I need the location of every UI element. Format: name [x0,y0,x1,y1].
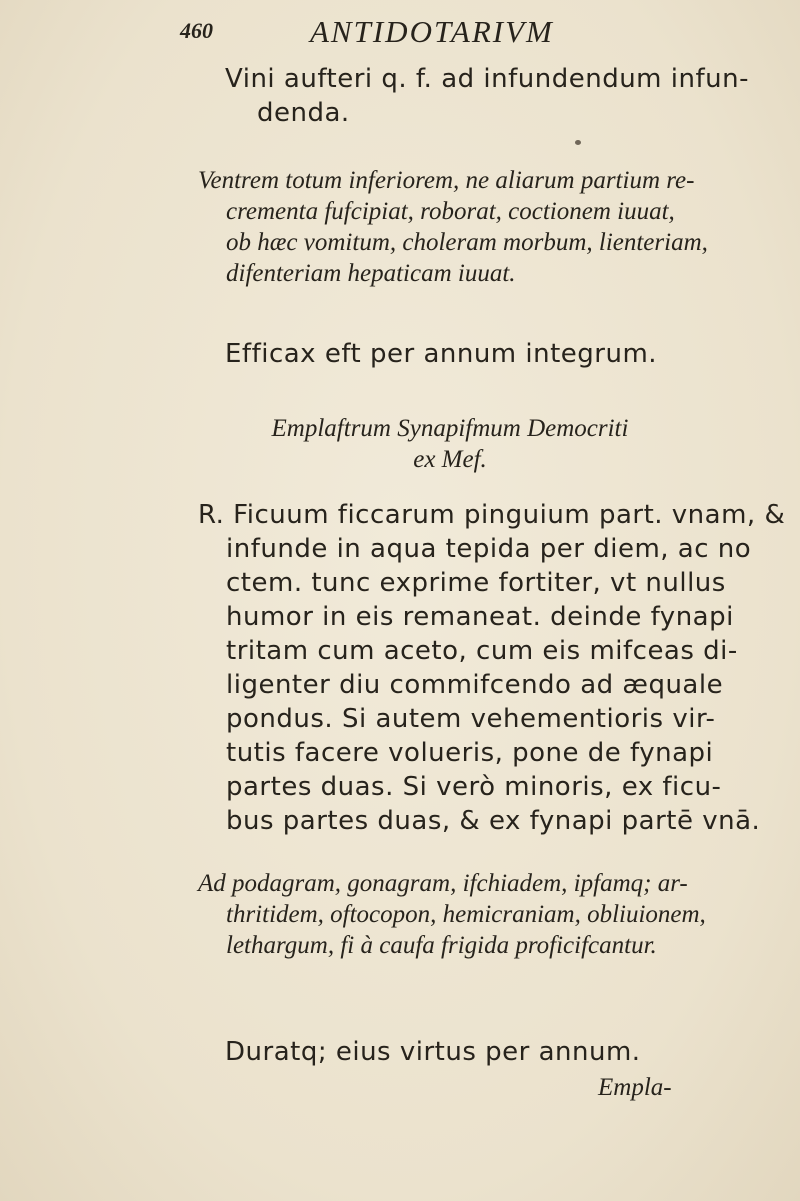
text-line: Ad podagram, gonagram, ifchiadem, ipfamq; ar- [198,870,688,897]
catchword-text: Empla- [598,1074,672,1101]
paragraph-duratq [225,1035,641,1069]
text-line: Duratq; eius virtus per annum. [225,1037,641,1067]
text-line: Vini aufteri q. f. ad infundendum infun- [225,64,749,94]
paragraph-ventrem [198,165,708,289]
page-header [180,14,680,54]
text-line: tritam cum aceto, cum eis mifceas di- [226,636,738,666]
catchword [598,1072,672,1103]
text-line: humor in eis remaneat. deinde fynapi [226,602,734,632]
text-line: tutis facere volueris, pone de fynapi [226,738,714,768]
ornament-dot [575,140,581,145]
text-line: denda. [257,98,350,128]
paragraph-podagram [198,868,706,961]
running-title: ANTIDOTARIVM [310,14,554,49]
text-line: Efficax eft per annum integrum. [225,339,658,369]
recipe-heading [180,413,720,475]
text-line: difenteriam hepaticam iuuat. [226,260,516,287]
text-line: infunde in aqua tepida per diem, ac no [226,534,752,564]
text-line: lethargum, fi à caufa frigida proficifcantur. [226,932,657,959]
paragraph-ficuum [198,498,785,838]
text-line: pondus. Si autem vehementioris vir- [226,704,716,734]
text-line: thritidem, oftocopon, hemicraniam, obliuionem, [226,901,706,928]
paragraph-efficax [225,337,657,371]
text-line: ligenter diu commifcendo ad æquale [226,670,724,700]
text-line: ob hæc vomitum, choleram morbum, lienteriam, [226,229,708,256]
text-line: R. Ficuum ficcarum pinguium part. vnam, & [198,500,786,530]
text-line: Ventrem totum inferiorem, ne aliarum partium re- [198,167,695,194]
page-number: 460 [180,18,213,43]
text-line: bus partes duas, & ex fynapi partē vnā. [226,806,761,836]
text-line: ctem. tunc exprime fortiter, vt nullus [226,568,726,598]
paragraph-vini [225,62,749,130]
text-line: partes duas. Si verò minoris, ex ficu- [226,772,722,802]
heading-line: Emplaftrum Synapifmum Democriti [271,415,629,442]
text-line: crementa fufcipiat, roborat, coctionem iuuat, [226,198,675,225]
heading-line: ex Mef. [413,446,487,473]
